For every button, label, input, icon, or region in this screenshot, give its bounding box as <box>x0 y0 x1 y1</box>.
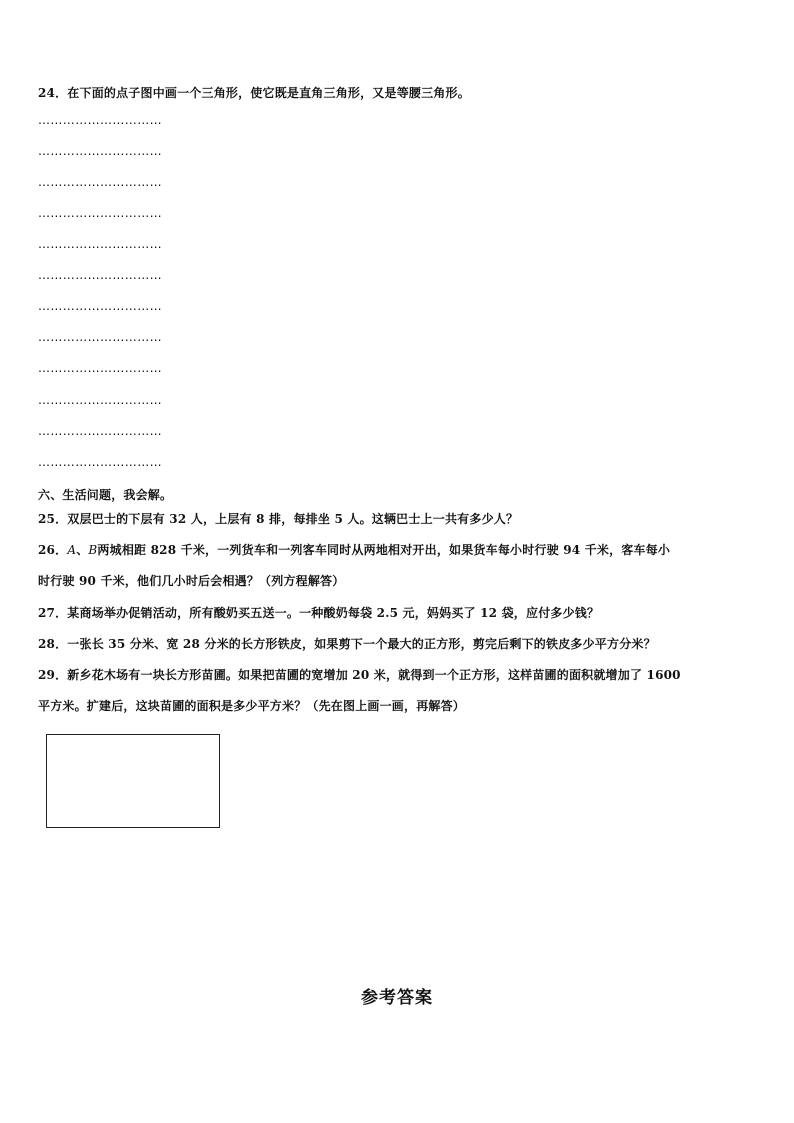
dot-row: ………………………… <box>38 361 162 375</box>
nursery-rectangle-figure <box>46 734 220 828</box>
dot-row: ………………………… <box>38 455 162 469</box>
question-26-line-2: 时行驶 90 千米，他们几小时后会相遇？（列方程解答） <box>38 574 345 588</box>
question-25-text: 25．双层巴士的下层有 32 人，上层有 8 排，每排坐 5 人。这辆巴士上一共有多少人？ <box>38 512 519 526</box>
dot-row: ………………………… <box>38 330 162 344</box>
question-26-line-1 <box>38 541 670 558</box>
dot-row: ………………………… <box>38 299 162 313</box>
question-27-text: 27．某商场举办促销活动，所有酸奶买五送一。一种酸奶每袋 2.5 元，妈妈买了 12 袋，应付多少钱？ <box>38 606 600 620</box>
question-26-rest: 两城相距 828 千米，一列货车和一列客车同时从两地相对开出，如果货车每小时行驶 94 千米，客车每小 <box>97 543 671 557</box>
dot-row: ………………………… <box>38 206 162 220</box>
question-26-number: 26． <box>38 543 68 557</box>
dot-row: ………………………… <box>38 268 162 282</box>
dot-row: ………………………… <box>38 393 162 407</box>
question-26-separator: 、 <box>76 543 89 557</box>
question-28-text: 28．一张长 35 分米、宽 28 分米的长方形铁皮，如果剪下一个最大的正方形，剪完后剩下的铁皮多少平方分米？ <box>38 637 656 651</box>
city-b-label: B <box>88 543 98 557</box>
city-a-label: A <box>67 543 77 557</box>
dot-row: ………………………… <box>38 237 162 251</box>
dot-row: ………………………… <box>38 424 162 438</box>
dot-row: ………………………… <box>38 144 162 158</box>
question-29-line-2: 平方米。扩建后，这块苗圃的面积是多少平方米？（先在图上画一画，再解答） <box>38 699 466 713</box>
question-24-text: 24．在下面的点子图中画一个三角形，使它既是直角三角形，又是等腰三角形。 <box>38 86 470 100</box>
dot-row: ………………………… <box>38 113 162 127</box>
question-29-line-1: 29．新乡花木场有一块长方形苗圃。如果把苗圃的宽增加 20 米，就得到一个正方形，这样苗圃的面积就增加了 1600 <box>38 668 681 682</box>
section-6-heading: 六、生活问题，我会解。 <box>38 488 173 502</box>
answer-section-title: 参考答案 <box>361 988 433 1008</box>
dot-row: ………………………… <box>38 175 162 189</box>
